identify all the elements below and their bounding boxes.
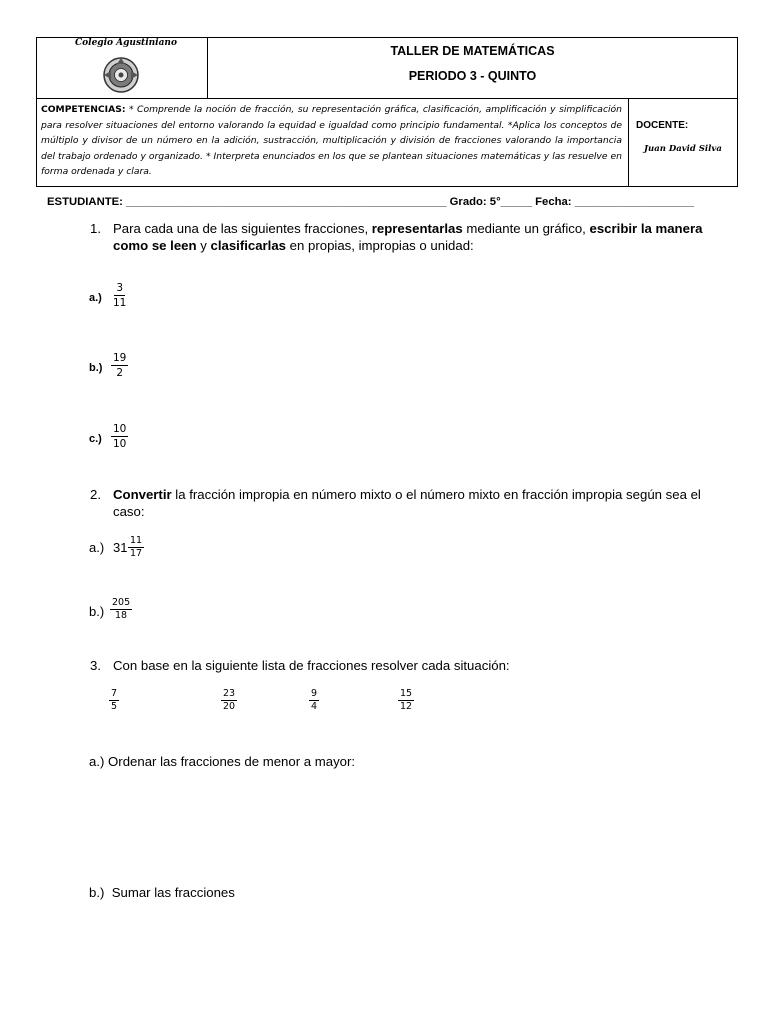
q3-fraction xyxy=(221,689,237,712)
docente-label: DOCENTE: xyxy=(636,120,689,131)
student-info-line: ESTUDIANTE: ___________________________________________________ Grado: 5°_____ Fecha: ___________________ xyxy=(47,196,695,208)
q1-item-c-label: c.) xyxy=(89,433,102,445)
numerator: 9 xyxy=(311,688,318,699)
denominator: 18 xyxy=(115,610,128,621)
header-table xyxy=(36,37,738,187)
school-logo-icon xyxy=(101,55,141,95)
numerator: 15 xyxy=(400,688,413,699)
numerator: 19 xyxy=(113,352,127,364)
q2-item-a-label: a.) xyxy=(89,540,105,555)
q3-item-b-text: b.) Sumar las fracciones xyxy=(89,885,235,900)
denominator: 2 xyxy=(116,367,124,379)
question-number: 1. xyxy=(90,221,101,236)
question-number: 3. xyxy=(90,658,101,673)
q1-item-a-label: a.) xyxy=(89,292,102,304)
q1-item-c-fraction xyxy=(111,423,128,450)
q1-text-part: en propias, impropias o unidad: xyxy=(286,238,474,253)
logo-cell xyxy=(37,38,208,99)
q3-fraction xyxy=(109,689,119,712)
numerator: 205 xyxy=(112,597,131,608)
q1-bold-classify: clasificarlas xyxy=(210,238,287,253)
numerator: 11 xyxy=(130,535,143,546)
document-title: TALLER DE MATEMÁTICAS xyxy=(390,44,555,58)
denominator: 4 xyxy=(311,701,318,712)
q1-text-part: y xyxy=(196,238,211,253)
numerator: 7 xyxy=(111,688,118,699)
q2-bold-convert: Convertir xyxy=(113,487,172,502)
question-text: Con base en la siguiente lista de fracciones resolver cada situación: xyxy=(113,658,510,673)
q3-fraction xyxy=(398,689,414,712)
q1-text-part: Para cada una de las siguientes fracciones, xyxy=(113,221,372,236)
competencias-cell xyxy=(37,99,629,186)
q1-text-part: mediante un gráfico, xyxy=(462,221,590,236)
period-title: PERIODO 3 - QUINTO xyxy=(408,69,537,83)
numerator: 3 xyxy=(116,282,124,294)
docente-cell xyxy=(629,99,737,186)
q2-text: la fracción impropia en número mixto o el número mixto en fracción impropia según sea el caso: xyxy=(113,487,701,519)
numerator: 10 xyxy=(113,423,127,435)
q1-item-b-fraction xyxy=(111,352,128,379)
docente-name: Juan David Silva xyxy=(644,144,722,154)
q1-item-b-label: b.) xyxy=(89,362,103,374)
q3-fraction xyxy=(309,689,319,712)
q2-item-b-label: b.) xyxy=(89,604,105,619)
school-name: Colegio Agustiniano xyxy=(75,38,177,48)
question-number: 2. xyxy=(90,487,101,502)
q2-item-a-whole: 31 xyxy=(113,540,128,555)
q2-item-a-fraction xyxy=(128,536,144,559)
q1-item-a-fraction xyxy=(111,282,128,309)
question-text xyxy=(113,220,723,254)
competencias-label: COMPETENCIAS: xyxy=(41,104,126,115)
question-text xyxy=(113,486,723,520)
q3-item-a-text: a.) Ordenar las fracciones de menor a mayor: xyxy=(89,754,356,769)
competencias-text: * Comprende la noción de fracción, su representación gráfica, clasificación, amplificación y simplificación para resolver situaciones del entorno valorando la equidad e igualdad como principio fundamental. *Aplica los conceptos de múltiplo y divisor de un número en la adición, sustracción, multiplicación y división de fracciones valorando la importancia del trabajo ordenado y organizado. * Interpreta enunciados en los que se plantean situaciones matemáticas y las resuelve en forma ordenada y clara. xyxy=(41,104,622,177)
denominator: 5 xyxy=(111,701,118,712)
q1-bold-represent: representarlas xyxy=(371,221,463,236)
q1-bold-write: escribir la manera como se leen xyxy=(113,221,703,253)
q2-item-b-fraction xyxy=(110,598,132,621)
title-cell xyxy=(208,38,737,99)
denominator: 12 xyxy=(400,701,413,712)
denominator: 17 xyxy=(130,548,143,559)
denominator: 20 xyxy=(223,701,236,712)
numerator: 23 xyxy=(223,688,236,699)
denominator: 10 xyxy=(113,438,127,450)
denominator: 11 xyxy=(113,297,127,309)
